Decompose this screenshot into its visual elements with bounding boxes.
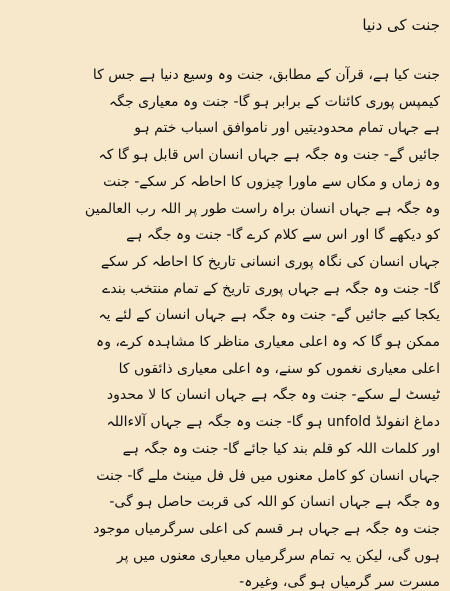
body-line: وہ جگہ ہے جہاں انسان براہ راست طور پر اللہ رب العالمین xyxy=(84,200,440,217)
body-line: جہاں انسان کی نگاہ پوری انسانی تاریخ کا احاطہ کر سکے xyxy=(100,253,440,270)
document-title: جنت کی دنیا xyxy=(362,16,440,34)
body-line: ٹیسٹ لے سکے- جنت وہ جگہ ہے جہاں انسان کا لا محدود xyxy=(106,387,440,404)
body-line: مسرت سر گرمیاں ہو گی، وغیرہ- xyxy=(239,574,440,591)
body-line: ممکن ہو گا کہ وہ اعلی معیاری مناظر کا مشاہدہ کرے، وہ xyxy=(95,334,440,351)
body-line: گا- جنت وہ جگہ ہے جہاں پوری تاریخ کے تمام منتخب بندے xyxy=(102,280,440,297)
body-line: دماغ انفولڈ unfold ہو گا- جنت وہ جگہ ہے جہاں آلاءاللہ xyxy=(106,414,440,431)
body-line: وہ زماں و مکاں سے ماورا چیزوں کا احاطہ کر سکے- جنت xyxy=(103,173,440,190)
document-body xyxy=(10,62,440,591)
body-line: ہوں گی، لیکن یہ تمام سرگرمیاں معیاری معنوں میں پر xyxy=(116,547,440,564)
body-line: اور کلمات اللہ کو قلم بند کیا جائے گا- جنت وہ جگہ ہے xyxy=(122,440,440,457)
body-line: کیمپس پوری کائنات کے برابر ہو گا- جنت وہ معیاری جگہ xyxy=(109,93,440,110)
body-line: کو دیکھے گا اور اس سے کلام کرے گا- جنت وہ جگہ ہے xyxy=(126,227,440,244)
body-line: اعلی معیاری نغموں کو سنے، وہ اعلی معیاری ذائقوں کا xyxy=(118,360,440,377)
body-line: جائیں گے- جنت وہ جگہ ہے جہاں انسان اس قابل ہو گا کہ xyxy=(98,147,440,164)
body-line: جنت وہ جگہ ہے جہاں ہر قسم کی اعلی سرگرمیاں موجود xyxy=(93,520,440,537)
body-line: جنت کیا ہے، قرآن کے مطابق، جنت وہ وسیع دنیا ہے جس کا xyxy=(92,67,440,83)
body-line: ہے جہاں تمام محدودیتیں اور ناموافق اسباب ختم ہو xyxy=(134,120,440,137)
body-line: یکجا کیے جائیں گے- جنت وہ جگہ ہے جہاں انسان کے لئے یہ xyxy=(98,307,440,324)
body-line: وہ جگہ ہے جہاں انسان کو اللہ کی قربت حاصل ہو گی- xyxy=(109,494,440,511)
body-line: جہاں انسان کو کامل معنوں میں فل فل مینٹ ملے گا- جنت xyxy=(96,467,440,484)
